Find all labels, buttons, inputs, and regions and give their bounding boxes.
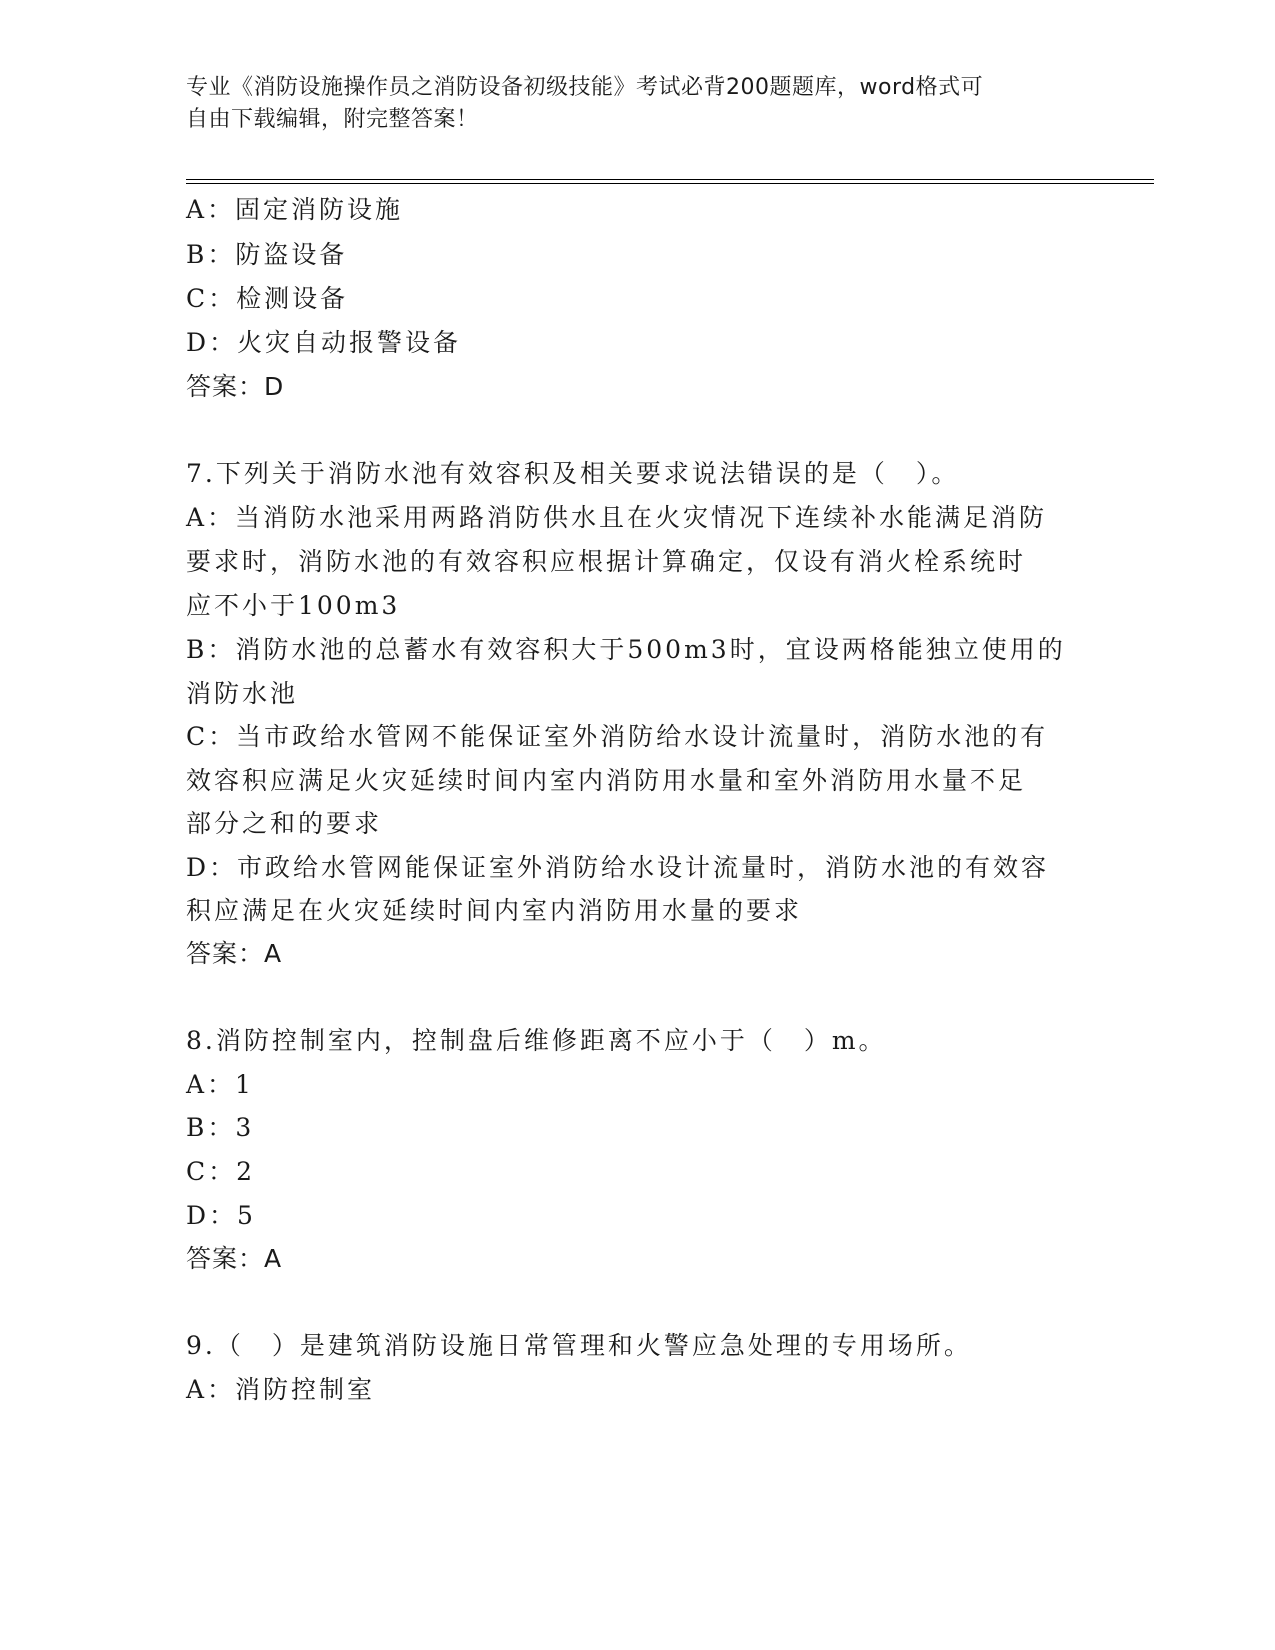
q6-option-b: B：防盗设备 [186, 240, 348, 269]
q7-option-b-line-1: B：消防水池的总蓄水有效容积大于500m3时，宜设两格能独立使用的 [186, 635, 1066, 664]
document-header [186, 72, 1066, 136]
q8-question: 8.消防控制室内，控制盘后维修距离不应小于（ ）m。 [186, 1026, 887, 1055]
q7-question: 7.下列关于消防水池有效容积及相关要求说法错误的是（ ）。 [186, 459, 960, 488]
header-line-2: 自由下载编辑，附完整答案！ [186, 107, 479, 132]
q7-option-c-line-1: C：当市政给水管网不能保证室外消防给水设计流量时，消防水池的有 [186, 722, 1049, 751]
q8-answer: 答案：A [186, 1244, 283, 1273]
q6-answer: 答案：D [186, 372, 285, 401]
q7-option-a-line-1: A：当消防水池采用两路消防供水且在火灾情况下连续补水能满足消防 [186, 503, 1048, 532]
q8-option-d: D：5 [186, 1201, 256, 1230]
q7-option-d-line-1: D：市政给水管网能保证室外消防给水设计流量时，消防水池的有效容 [186, 853, 1050, 882]
q8-option-a: A：1 [186, 1070, 254, 1099]
q9-question: 9.（ ）是建筑消防设施日常管理和火警应急处理的专用场所。 [186, 1331, 972, 1360]
q7-option-b-line-2: 消防水池 [186, 679, 299, 708]
q6-option-d: D：火灾自动报警设备 [186, 328, 462, 357]
header-divider-bottom [186, 183, 1154, 184]
q8-option-b: B：3 [186, 1113, 255, 1142]
q7-option-c-line-3: 部分之和的要求 [186, 809, 383, 838]
q9-option-a: A：消防控制室 [186, 1375, 376, 1404]
header-divider-top [186, 179, 1154, 180]
q7-option-c-line-2: 效容积应满足火灾延续时间内室内消防用水量和室外消防用水量不足 [186, 766, 1027, 795]
header-line-1: 专业《消防设施操作员之消防设备初级技能》考试必背200题题库，word格式可 [186, 75, 984, 100]
q6-option-c: C：检测设备 [186, 284, 349, 313]
q6-option-a: A：固定消防设施 [186, 195, 404, 224]
q7-option-a-line-2: 要求时，消防水池的有效容积应根据计算确定，仅设有消火栓系统时 [186, 547, 1027, 576]
q7-answer: 答案：A [186, 939, 283, 968]
q8-option-c: C：2 [186, 1157, 256, 1186]
q7-option-d-line-2: 积应满足在火灾延续时间内室内消防用水量的要求 [186, 896, 803, 925]
q7-option-a-line-3: 应不小于100m3 [186, 591, 401, 620]
